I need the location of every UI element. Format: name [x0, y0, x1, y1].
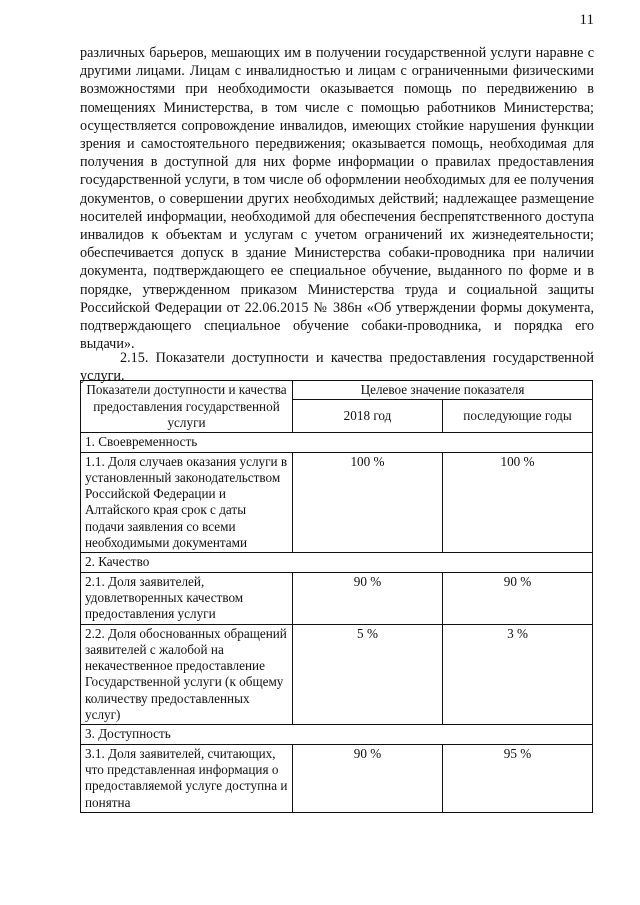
- indicator-label: 3.1. Доля заявителей, считающих, что представленная информация о предоставляемой услуге доступна и понятна: [81, 744, 293, 812]
- table-row: [81, 572, 593, 624]
- value-following: 90 %: [443, 572, 593, 624]
- table-row: [81, 452, 593, 553]
- header-following-years: последующие годы: [443, 400, 593, 433]
- value-following: 100 %: [443, 452, 593, 553]
- section-title-timeliness: 1. Своевременность: [81, 433, 593, 452]
- value-2018: 5 %: [293, 624, 443, 725]
- section-heading: 2.15. Показатели доступности и качества предоставления государственной услуги.: [80, 350, 594, 384]
- value-following: 95 %: [443, 744, 593, 812]
- indicators-table: [80, 380, 593, 813]
- section-row: [81, 433, 593, 452]
- indicator-label: 2.2. Доля обоснованных обращений заявителей с жалобой на некачественное предоставление Государственной услуги (к общему количеству предоставленных услуг): [81, 624, 293, 725]
- value-2018: 90 %: [293, 744, 443, 812]
- value-following: 3 %: [443, 624, 593, 725]
- section-row: [81, 725, 593, 744]
- value-2018: 100 %: [293, 452, 443, 553]
- value-2018: 90 %: [293, 572, 443, 624]
- section-title-accessibility: 3. Доступность: [81, 725, 593, 744]
- table-row: [81, 744, 593, 812]
- indicator-label: 2.1. Доля заявителей, удовлетворенных качеством предоставления услуги: [81, 572, 293, 624]
- section-row: [81, 553, 593, 572]
- header-2018: 2018 год: [293, 400, 443, 433]
- table-row: [81, 624, 593, 725]
- page-number: 11: [579, 12, 594, 28]
- header-target-value: Целевое значение показателя: [293, 381, 593, 400]
- header-indicator: Показатели доступности и качества предоставления государственной услуги: [81, 381, 293, 433]
- indicator-label: 1.1. Доля случаев оказания услуги в установленный законодательством Российской Федерации и Алтайского края срок с даты подачи заявления со всеми необходимыми документами: [81, 452, 293, 553]
- body-paragraph: различных барьеров, мешающих им в получении государственной услуги наравне с другими лицами. Лицам с инвалидностью и лицам с ограниченными физическими возможностями при необходимости оказывается помощь по передвижению в помещениях Министерства, в том числе с помощью работников Министерства; осуществляется сопровождение инвалидов, имеющих стойкие нарушения функции зрения и самостоятельного передвижения; оказывается помощь, необходимая для получения в доступной для них форме информации о правилах предоставления государственной услуги, в том числе об оформлении необходимых для ее получения документов, о совершении других необходимых действий; надлежащее размещение носителей информации, необходимой для обеспечения беспрепятственного доступа инвалидов к объектам и услугам с учетом ограничений их жизнедеятельности; обеспечивается допуск в здание Министерства собаки-проводника при наличии документа, подтверждающего ее специальное обучение, выданного по форме и в порядке, утвержденном приказом Министерства труда и социальной защиты Российской Федерации от 22.06.2015 № 386н «Об утверждении формы документа, подтверждающего специальное обучение собаки-проводника, и порядка его выдачи».: [80, 45, 594, 353]
- section-title-quality: 2. Качество: [81, 553, 593, 572]
